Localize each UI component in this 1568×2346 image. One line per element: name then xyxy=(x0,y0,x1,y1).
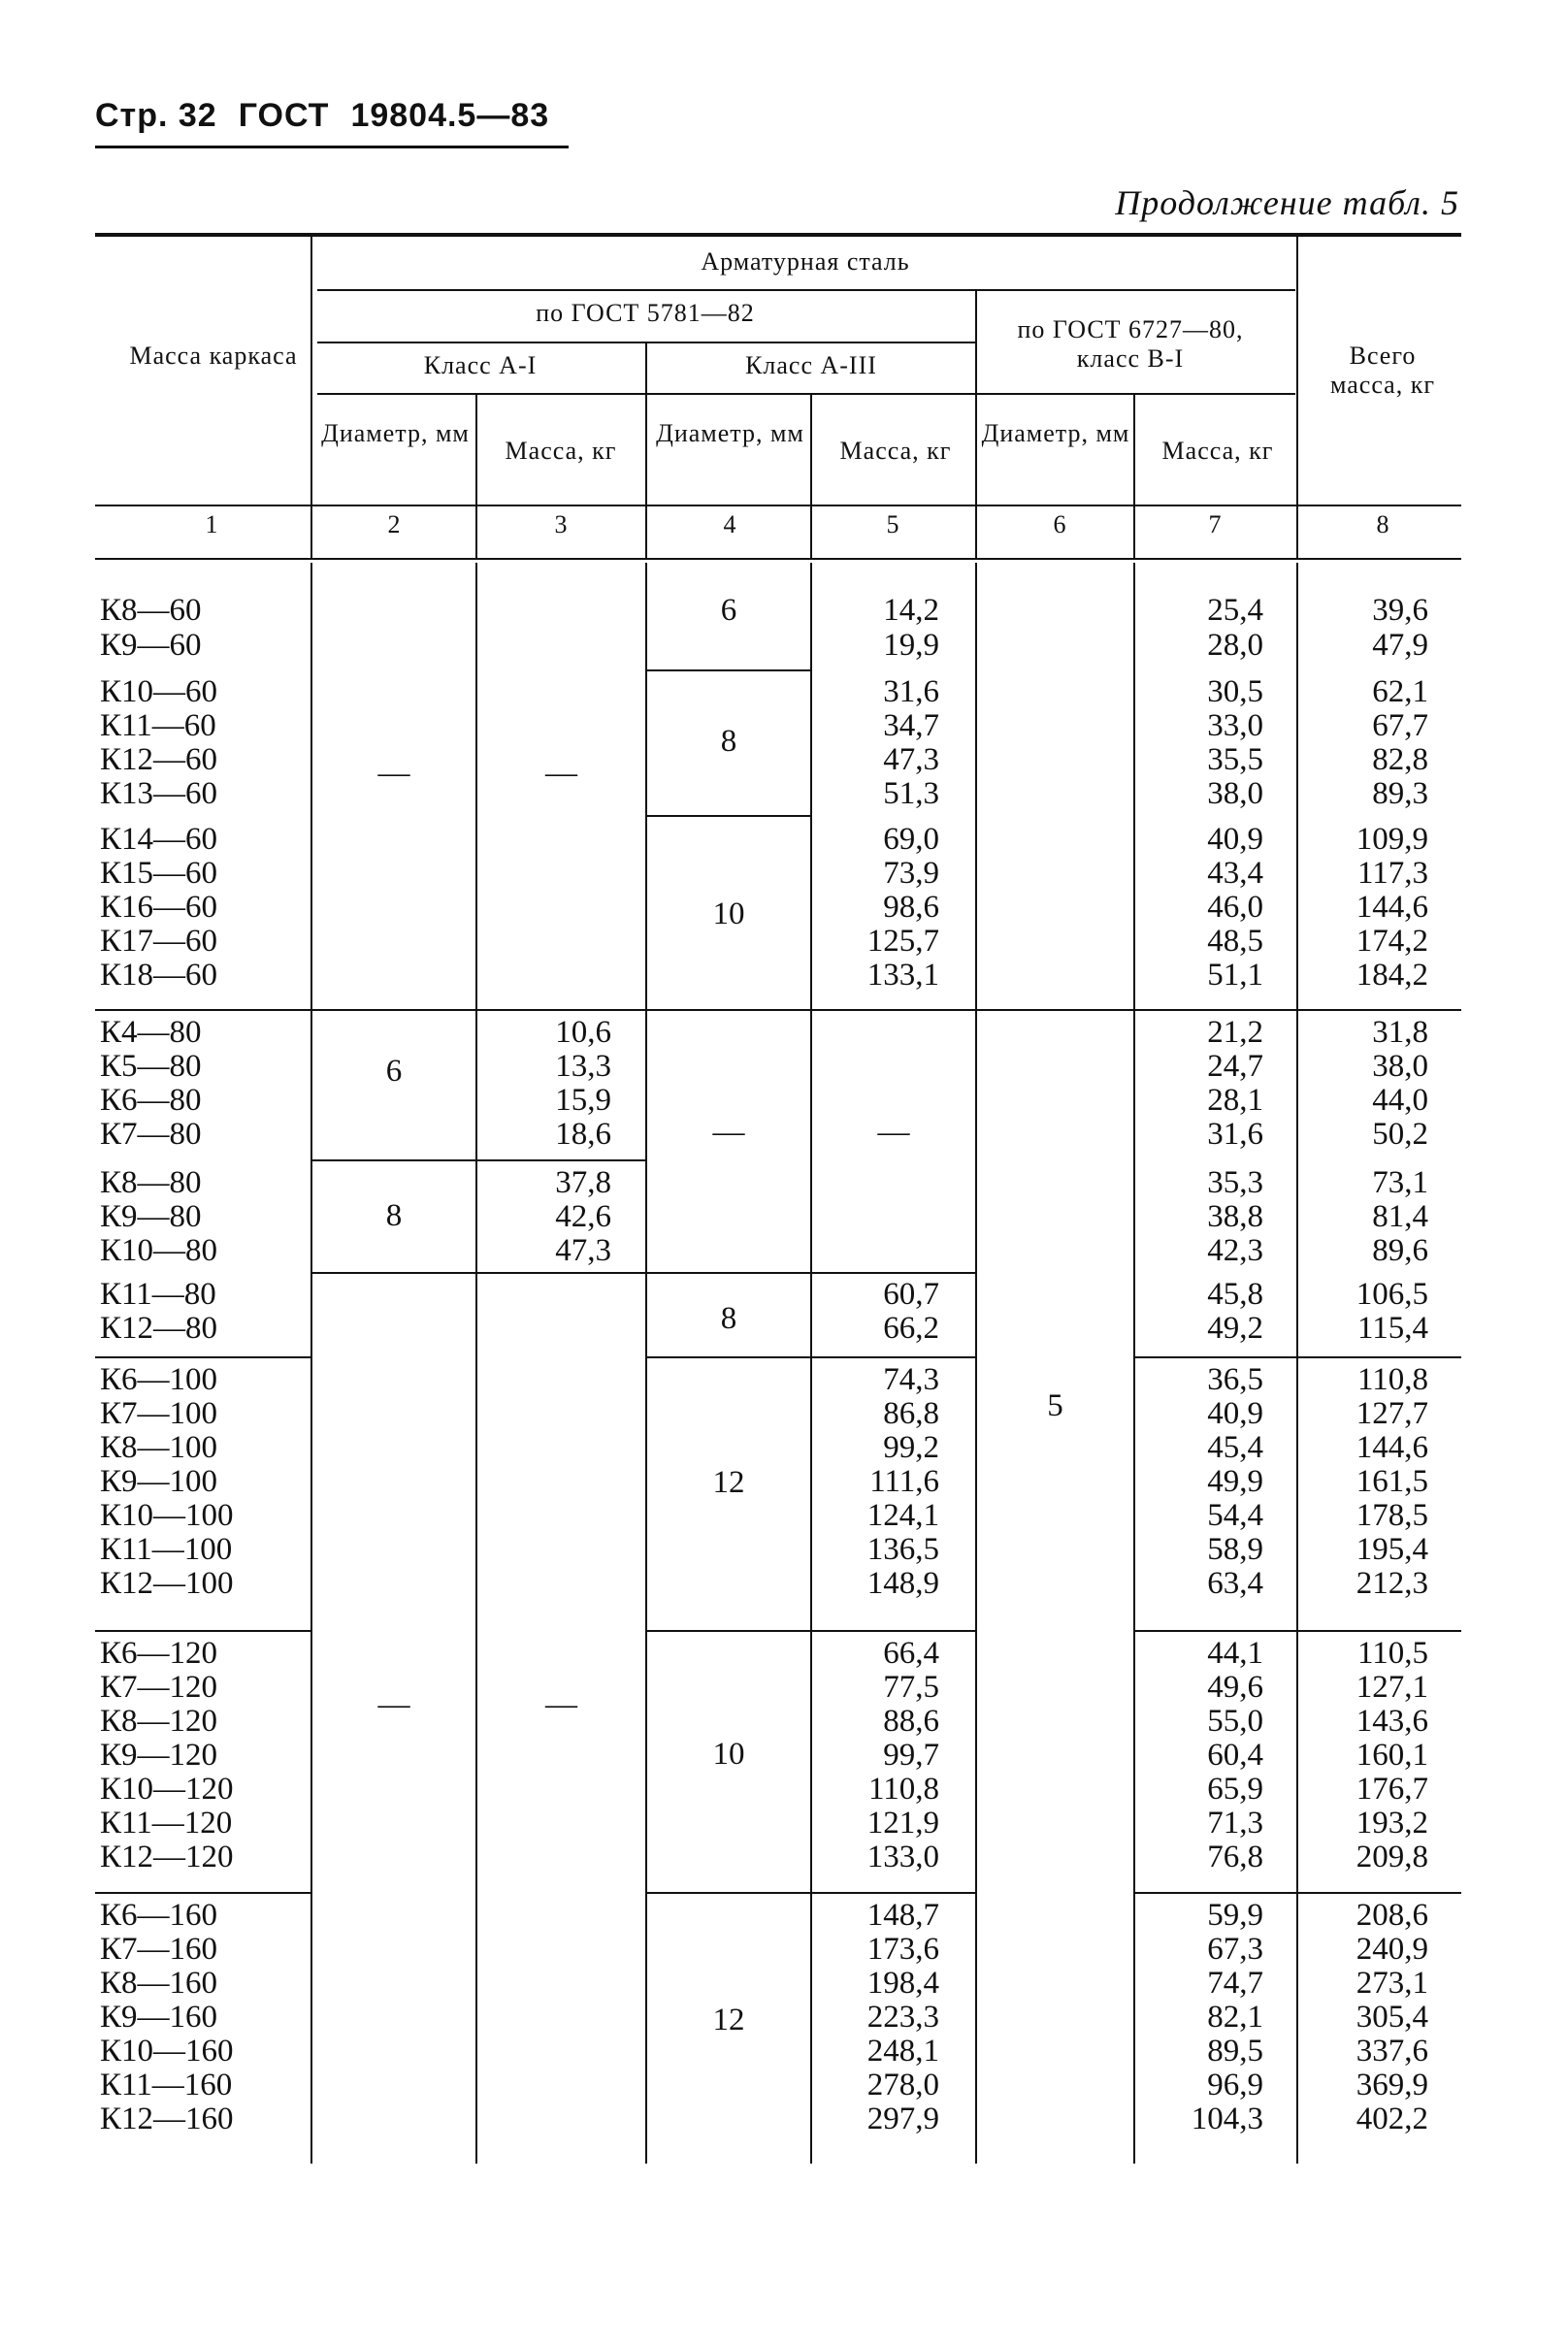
mass-b1-value: 65,9 xyxy=(1207,1772,1263,1807)
mass-a3-value: 47,3 xyxy=(883,742,939,777)
mass-b1-value: 96,9 xyxy=(1207,2068,1263,2102)
rule xyxy=(975,289,977,558)
frame-mass-label: К11—80 xyxy=(100,1277,216,1312)
frame-mass-label: К12—160 xyxy=(100,2102,234,2136)
rule xyxy=(317,393,1295,395)
mass-a3-value: 66,2 xyxy=(883,1311,939,1346)
total-mass-value: 110,5 xyxy=(1356,1636,1428,1671)
frame-mass-label: К9—120 xyxy=(100,1738,218,1773)
frame-mass-label: К7—120 xyxy=(100,1670,218,1705)
mass-a1-value: 47,3 xyxy=(555,1233,611,1268)
frame-mass-label: К8—60 xyxy=(100,593,202,628)
mass-a3-value: 198,4 xyxy=(866,1966,939,2001)
rule xyxy=(95,1630,310,1632)
mass-a3-value: 73,9 xyxy=(883,856,939,891)
mass-b1-value: 46,0 xyxy=(1207,890,1263,925)
mass-b1-value: 40,9 xyxy=(1207,822,1263,857)
frame-mass-label: К5—80 xyxy=(100,1049,202,1084)
mass-b1-value: 104,3 xyxy=(1191,2102,1263,2136)
frame-mass-label: К8—100 xyxy=(100,1430,218,1465)
frame-mass-label: К9—80 xyxy=(100,1199,202,1234)
mass-a3-value: 133,0 xyxy=(866,1840,939,1874)
rule xyxy=(647,1630,975,1632)
page-header xyxy=(95,97,571,135)
total-mass-value: 115,4 xyxy=(1356,1311,1428,1346)
total-mass-value: 212,3 xyxy=(1356,1566,1428,1601)
header-underline xyxy=(95,146,569,148)
col-number-6: 6 xyxy=(1053,510,1066,538)
frame-mass-label: К6—120 xyxy=(100,1636,218,1671)
diameter-a3-cell: 6 xyxy=(720,593,737,628)
mass-a3-value: 148,9 xyxy=(866,1566,939,1601)
rule xyxy=(1296,563,1298,2164)
mass-b1-value: 49,2 xyxy=(1207,1311,1263,1346)
frame-mass-label: К12—100 xyxy=(100,1566,234,1601)
col-number-2: 2 xyxy=(387,510,401,538)
page-number: Стр. 32 xyxy=(95,97,217,134)
header-class-a1: Класс А-I xyxy=(423,351,538,379)
frame-mass-label: К10—160 xyxy=(100,2034,234,2069)
rule xyxy=(1298,1009,1461,1011)
mass-a3-value: 133,1 xyxy=(866,958,939,993)
mass-b1-value: 38,8 xyxy=(1207,1199,1263,1234)
total-mass-value: 127,7 xyxy=(1356,1396,1428,1431)
rule xyxy=(1135,1892,1461,1894)
total-mass-value: 109,9 xyxy=(1356,822,1428,857)
mass-a3-value: 111,6 xyxy=(869,1464,939,1499)
header-class-a3: Класс А-III xyxy=(745,351,877,379)
mass-a1-value: 18,6 xyxy=(555,1117,611,1152)
total-mass-value: 47,9 xyxy=(1372,628,1428,663)
mass-a1-value: 42,6 xyxy=(555,1199,611,1234)
frame-mass-label: К13—60 xyxy=(100,776,218,811)
rule xyxy=(1296,237,1298,558)
empty-dash: — xyxy=(377,756,410,791)
mass-b1-value: 45,8 xyxy=(1207,1277,1263,1312)
total-mass-value: 193,2 xyxy=(1356,1806,1428,1841)
frame-mass-label: К17—60 xyxy=(100,924,218,959)
mass-b1-value: 74,7 xyxy=(1207,1966,1263,2001)
frame-mass-label: К9—60 xyxy=(100,628,202,663)
frame-mass-label: К6—160 xyxy=(100,1898,218,1933)
frame-mass-label: К10—120 xyxy=(100,1772,234,1807)
total-mass-value: 369,9 xyxy=(1356,2068,1428,2102)
total-mass-value: 110,8 xyxy=(1356,1362,1428,1397)
mass-a3-value: 60,7 xyxy=(883,1277,939,1312)
mass-a3-value: 148,7 xyxy=(866,1898,939,1933)
total-mass-value: 174,2 xyxy=(1356,924,1428,959)
mass-b1-value: 28,0 xyxy=(1207,628,1263,663)
frame-mass-label: К6—100 xyxy=(100,1362,218,1397)
total-mass-value: 160,1 xyxy=(1356,1738,1428,1773)
standard-label: ГОСТ xyxy=(238,97,330,134)
col-number-4: 4 xyxy=(723,510,736,538)
mass-a3-value: 124,1 xyxy=(866,1498,939,1533)
header-mass-a1: Масса, кг xyxy=(505,437,617,465)
header-mass-b1: Масса, кг xyxy=(1161,437,1274,465)
rule xyxy=(975,563,977,2164)
rule xyxy=(95,1009,1296,1011)
total-mass-value: 273,1 xyxy=(1356,1966,1428,2001)
total-mass-value: 44,0 xyxy=(1372,1083,1428,1118)
diameter-a1-cell: 8 xyxy=(385,1198,403,1233)
rule xyxy=(95,1892,310,1894)
mass-a3-value: 19,9 xyxy=(883,628,939,663)
rule xyxy=(312,1272,645,1274)
empty-dash: — xyxy=(545,756,577,791)
diameter-a3-cell: 10 xyxy=(712,1737,745,1772)
mass-a3-value: 51,3 xyxy=(883,776,939,811)
rule xyxy=(647,1272,975,1274)
rule xyxy=(475,563,477,2164)
frame-mass-label: К8—80 xyxy=(100,1165,202,1200)
frame-mass-label: К16—60 xyxy=(100,890,218,925)
mass-b1-value: 38,0 xyxy=(1207,776,1263,811)
total-mass-value: 161,5 xyxy=(1356,1464,1428,1499)
mass-b1-value: 25,4 xyxy=(1207,593,1263,628)
total-mass-value: 195,4 xyxy=(1356,1532,1428,1567)
header-mass-a3: Масса, кг xyxy=(839,437,952,465)
frame-mass-label: К7—80 xyxy=(100,1117,202,1152)
header-diameter-a1: Диаметр, мм xyxy=(321,419,470,447)
mass-a3-value: 136,5 xyxy=(866,1532,939,1567)
mass-a3-value: 248,1 xyxy=(866,2034,939,2069)
mass-a3-value: 173,6 xyxy=(866,1932,939,1967)
mass-a3-value: 121,9 xyxy=(866,1806,939,1841)
rule xyxy=(1135,1356,1461,1358)
total-mass-value: 50,2 xyxy=(1372,1117,1428,1152)
empty-dash: — xyxy=(545,1687,577,1722)
mass-a3-value: 278,0 xyxy=(866,2068,939,2102)
rule xyxy=(647,1356,975,1358)
mass-a3-value: 66,4 xyxy=(883,1636,939,1671)
empty-dash: — xyxy=(877,1115,910,1150)
mass-b1-value: 60,4 xyxy=(1207,1738,1263,1773)
frame-mass-label: К12—80 xyxy=(100,1311,218,1346)
mass-a3-value: 125,7 xyxy=(866,924,939,959)
rule xyxy=(95,505,1461,506)
diameter-a3-cell: 8 xyxy=(720,1301,737,1336)
frame-mass-label: К7—160 xyxy=(100,1932,218,1967)
total-mass-value: 62,1 xyxy=(1372,674,1428,709)
mass-a3-value: 77,5 xyxy=(883,1670,939,1705)
total-mass-value: 117,3 xyxy=(1356,856,1428,891)
rule xyxy=(310,563,312,2164)
total-mass-value: 178,5 xyxy=(1356,1498,1428,1533)
mass-b1-value: 42,3 xyxy=(1207,1233,1263,1268)
continuation-caption: Продолжение табл. 5 xyxy=(1115,183,1459,222)
frame-mass-label: К11—160 xyxy=(100,2068,233,2102)
frame-mass-label: К10—80 xyxy=(100,1233,218,1268)
total-mass-value: 209,8 xyxy=(1356,1840,1428,1874)
empty-dash: — xyxy=(377,1687,410,1722)
total-mass-value: 106,5 xyxy=(1356,1277,1428,1312)
mass-a3-value: 110,8 xyxy=(867,1772,939,1807)
col-number-1: 1 xyxy=(205,510,218,538)
mass-b1-value: 54,4 xyxy=(1207,1498,1263,1533)
mass-b1-value: 36,5 xyxy=(1207,1362,1263,1397)
rule xyxy=(647,669,810,671)
frame-mass-label: К9—100 xyxy=(100,1464,218,1499)
total-mass-value: 337,6 xyxy=(1356,2034,1428,2069)
diameter-a3-cell: 12 xyxy=(712,2003,745,2037)
mass-b1-value: 89,5 xyxy=(1207,2034,1263,2069)
mass-b1-value: 67,3 xyxy=(1207,1932,1263,1967)
rule xyxy=(317,289,1295,291)
header-gost-6727: по ГОСТ 6727—80, класс В-I xyxy=(1017,315,1244,373)
rule xyxy=(1135,1630,1461,1632)
mass-b1-value: 24,7 xyxy=(1207,1049,1263,1084)
total-mass-value: 89,3 xyxy=(1372,776,1428,811)
frame-mass-label: К4—80 xyxy=(100,1015,202,1050)
mass-b1-value: 43,4 xyxy=(1207,856,1263,891)
mass-b1-value: 49,6 xyxy=(1207,1670,1263,1705)
rule xyxy=(1133,393,1135,558)
frame-mass-label: К8—160 xyxy=(100,1966,218,2001)
mass-a3-value: 14,2 xyxy=(883,593,939,628)
total-mass-value: 73,1 xyxy=(1372,1165,1428,1200)
total-mass-value: 81,4 xyxy=(1372,1199,1428,1234)
frame-mass-label: К9—160 xyxy=(100,2000,218,2035)
rule xyxy=(310,237,312,558)
col-number-7: 7 xyxy=(1208,510,1222,538)
rule xyxy=(647,1892,975,1894)
mass-a1-value: 10,6 xyxy=(555,1015,611,1050)
total-mass-value: 240,9 xyxy=(1356,1932,1428,1967)
rule xyxy=(1133,563,1135,2164)
mass-a3-value: 297,9 xyxy=(866,2102,939,2136)
frame-mass-label: К7—100 xyxy=(100,1396,218,1431)
total-mass-value: 143,6 xyxy=(1356,1704,1428,1739)
total-mass-value: 144,6 xyxy=(1356,890,1428,925)
mass-b1-value: 44,1 xyxy=(1207,1636,1263,1671)
frame-mass-label: К10—100 xyxy=(100,1498,234,1533)
frame-mass-label: К10—60 xyxy=(100,674,218,709)
col-number-8: 8 xyxy=(1376,510,1389,538)
mass-a3-value: 31,6 xyxy=(883,674,939,709)
diameter-a3-cell: 12 xyxy=(712,1465,745,1500)
diameter-a1-cell: 6 xyxy=(385,1054,403,1089)
frame-mass-label: К11—100 xyxy=(100,1532,233,1567)
frame-mass-label: К11—120 xyxy=(100,1806,233,1841)
mass-b1-value: 55,0 xyxy=(1207,1704,1263,1739)
frame-mass-label: К6—80 xyxy=(100,1083,202,1118)
mass-b1-value: 58,9 xyxy=(1207,1532,1263,1567)
rule xyxy=(312,1159,645,1161)
mass-a3-value: 34,7 xyxy=(883,708,939,743)
frame-mass-label: К12—60 xyxy=(100,742,218,777)
header-frame-mass: Масса каркаса xyxy=(129,342,298,370)
total-mass-value: 67,7 xyxy=(1372,708,1428,743)
header-diameter-a3: Диаметр, мм xyxy=(656,419,804,447)
mass-b1-value: 76,8 xyxy=(1207,1840,1263,1874)
diameter-a3-cell: 10 xyxy=(712,896,745,931)
table-top-rule xyxy=(95,233,1461,237)
mass-b1-value: 35,5 xyxy=(1207,742,1263,777)
header-diameter-b1: Диаметр, мм xyxy=(981,419,1130,447)
rule xyxy=(95,1356,310,1358)
mass-a3-value: 69,0 xyxy=(883,822,939,857)
frame-mass-label: К18—60 xyxy=(100,958,218,993)
mass-b1-value: 45,4 xyxy=(1207,1430,1263,1465)
total-mass-value: 208,6 xyxy=(1356,1898,1428,1933)
mass-a1-value: 37,8 xyxy=(555,1165,611,1200)
total-mass-value: 176,7 xyxy=(1356,1772,1428,1807)
rule xyxy=(645,563,647,2164)
mass-b1-value: 49,9 xyxy=(1207,1464,1263,1499)
mass-b1-value: 63,4 xyxy=(1207,1566,1263,1601)
frame-mass-label: К8—120 xyxy=(100,1704,218,1739)
diameter-a3-cell: 8 xyxy=(720,724,737,759)
mass-b1-value: 40,9 xyxy=(1207,1396,1263,1431)
rule xyxy=(645,342,647,558)
mass-a3-value: 223,3 xyxy=(866,2000,939,2035)
rule xyxy=(475,393,477,558)
mass-b1-value: 31,6 xyxy=(1207,1117,1263,1152)
standard-number: 19804.5—83 xyxy=(350,97,550,134)
mass-a3-value: 99,2 xyxy=(883,1430,939,1465)
mass-b1-value: 82,1 xyxy=(1207,2000,1263,2035)
total-mass-value: 184,2 xyxy=(1356,958,1428,993)
mass-b1-value: 28,1 xyxy=(1207,1083,1263,1118)
rule xyxy=(810,563,812,2164)
total-mass-value: 144,6 xyxy=(1356,1430,1428,1465)
frame-mass-label: К11—60 xyxy=(100,708,216,743)
empty-dash: — xyxy=(712,1115,745,1150)
mass-a3-value: 99,7 xyxy=(883,1738,939,1773)
total-mass-value: 39,6 xyxy=(1372,593,1428,628)
mass-b1-value: 30,5 xyxy=(1207,674,1263,709)
total-mass-value: 82,8 xyxy=(1372,742,1428,777)
mass-a1-value: 15,9 xyxy=(555,1083,611,1118)
mass-a1-value: 13,3 xyxy=(555,1049,611,1084)
mass-a3-value: 88,6 xyxy=(883,1704,939,1739)
mass-b1-value: 71,3 xyxy=(1207,1806,1263,1841)
rule xyxy=(95,558,1461,560)
total-mass-value: 305,4 xyxy=(1356,2000,1428,2035)
mass-a3-value: 74,3 xyxy=(883,1362,939,1397)
mass-b1-value: 33,0 xyxy=(1207,708,1263,743)
total-mass-value: 31,8 xyxy=(1372,1015,1428,1050)
header-gost-5781: по ГОСТ 5781—82 xyxy=(536,299,755,327)
diameter-b1-cell: 5 xyxy=(1047,1388,1063,1423)
total-mass-value: 38,0 xyxy=(1372,1049,1428,1084)
col-number-3: 3 xyxy=(554,510,568,538)
header-reinforcing-steel: Арматурная сталь xyxy=(701,247,910,276)
rule xyxy=(647,815,810,817)
mass-b1-value: 48,5 xyxy=(1207,924,1263,959)
header-total-mass: Всего масса, кг xyxy=(1329,342,1436,399)
rule xyxy=(810,393,812,558)
mass-b1-value: 51,1 xyxy=(1207,958,1263,993)
mass-b1-value: 59,9 xyxy=(1207,1898,1263,1933)
mass-b1-value: 35,3 xyxy=(1207,1165,1263,1200)
mass-a3-value: 98,6 xyxy=(883,890,939,925)
mass-a3-value: 86,8 xyxy=(883,1396,939,1431)
frame-mass-label: К14—60 xyxy=(100,822,218,857)
frame-mass-label: К15—60 xyxy=(100,856,218,891)
total-mass-value: 402,2 xyxy=(1356,2102,1428,2136)
total-mass-value: 127,1 xyxy=(1356,1670,1428,1705)
mass-b1-value: 21,2 xyxy=(1207,1015,1263,1050)
frame-mass-label: К12—120 xyxy=(100,1840,234,1874)
col-number-5: 5 xyxy=(886,510,899,538)
total-mass-value: 89,6 xyxy=(1372,1233,1428,1268)
